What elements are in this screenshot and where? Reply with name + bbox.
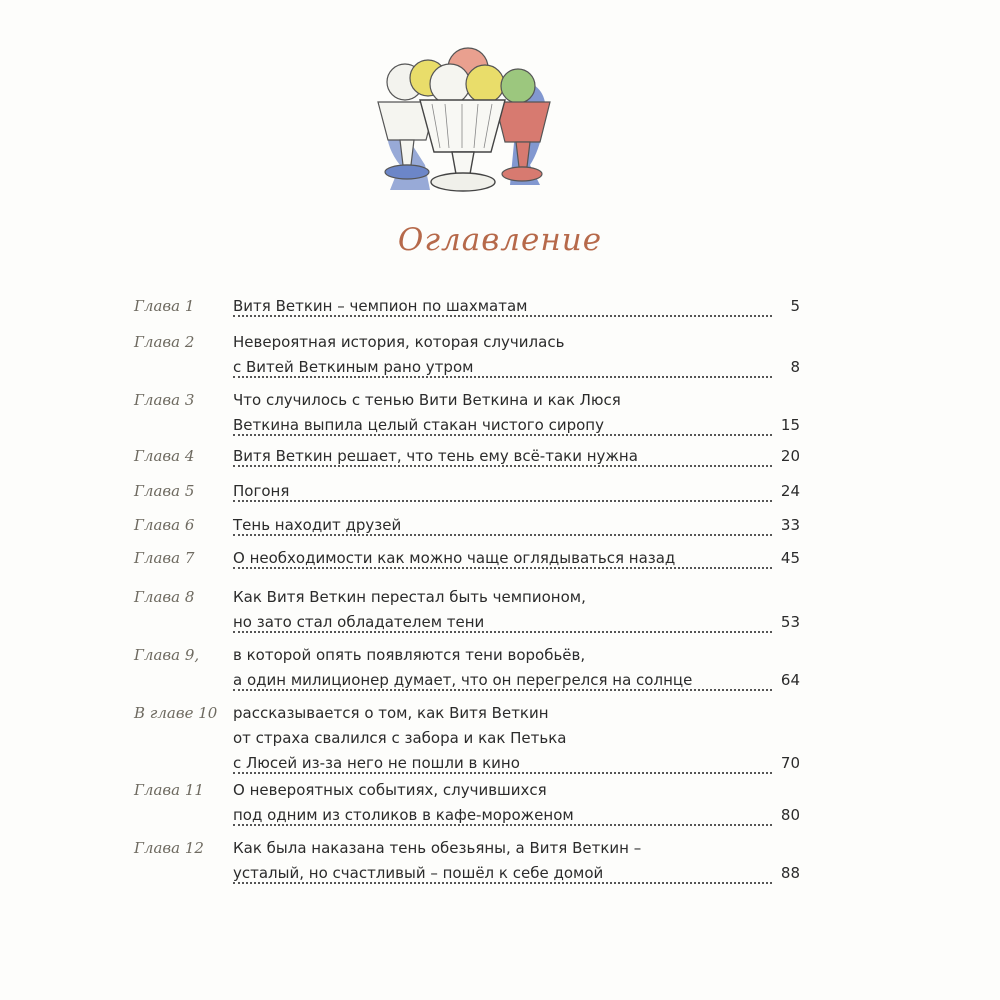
chapter-label: Глава 9, (134, 646, 200, 664)
chapter-title-line: Погоня (233, 482, 293, 500)
dot-leader (233, 567, 772, 569)
chapter-title-line: Витя Веткин решает, что тень ему всё-таки нужна (233, 447, 642, 465)
dot-leader (233, 772, 772, 774)
dot-leader (233, 689, 772, 691)
chapter-title-line: с Люсей из-за него не пошли в кино (233, 754, 524, 772)
page-number: 80 (775, 806, 800, 824)
chapter-label: В главе 10 (134, 704, 218, 722)
page-number: 45 (775, 549, 800, 567)
chapter-title-line: О невероятных событиях, случившихся (233, 781, 551, 799)
chapter-title-line: рассказывается о том, как Витя Веткин (233, 704, 553, 722)
chapter-title-line: Витя Веткин – чемпион по шахматам (233, 297, 532, 315)
chapter-title-line: Как была наказана тень обезьяны, а Витя Веткин – (233, 839, 645, 857)
chapter-label: Глава 8 (134, 588, 195, 606)
chapter-label: Глава 11 (134, 781, 204, 799)
chapter-title-line: с Витей Веткиным рано утром (233, 358, 477, 376)
dot-leader (233, 500, 772, 502)
chapter-title-line: Тень находит друзей (233, 516, 405, 534)
chapter-title-line: от страха свалился с забора и как Петька (233, 729, 571, 747)
chapter-label: Глава 7 (134, 549, 195, 567)
chapter-label: Глава 2 (134, 333, 195, 351)
chapter-label: Глава 6 (134, 516, 195, 534)
dot-leader (233, 631, 772, 633)
page-number: 8 (784, 358, 800, 376)
page-number: 88 (775, 864, 800, 882)
page-number: 20 (775, 447, 800, 465)
chapter-title-line: Невероятная история, которая случилась (233, 333, 568, 351)
chapter-title-line: под одним из столиков в кафе-мороженом (233, 806, 578, 824)
dot-leader (233, 882, 772, 884)
page-number: 33 (775, 516, 800, 534)
chapter-label: Глава 4 (134, 447, 195, 465)
chapter-title-line: О необходимости как можно чаще оглядываться назад (233, 549, 679, 567)
chapter-label: Глава 3 (134, 391, 195, 409)
page-number: 53 (775, 613, 800, 631)
chapter-label: Глава 1 (134, 297, 195, 315)
chapter-title-line: но зато стал обладателем тени (233, 613, 488, 631)
page-number: 70 (775, 754, 800, 772)
dot-leader (233, 376, 772, 378)
page-number: 5 (784, 297, 800, 315)
chapter-title-line: а один милиционер думает, что он перегрелся на солнце (233, 671, 696, 689)
chapter-title-line: Что случилось с тенью Вити Веткина и как Люся (233, 391, 625, 409)
dot-leader (233, 824, 772, 826)
chapter-title-line: Как Витя Веткин перестал быть чемпионом, (233, 588, 590, 606)
chapter-label: Глава 12 (134, 839, 204, 857)
dot-leader (233, 434, 772, 436)
page-number: 64 (775, 671, 800, 689)
page-number: 24 (775, 482, 800, 500)
chapter-title-line: в которой опять появляются тени воробьёв, (233, 646, 589, 664)
toc-title: Оглавление (397, 222, 603, 258)
dot-leader (233, 465, 772, 467)
chapter-title-line: Веткина выпила целый стакан чистого сиропу (233, 416, 608, 434)
page-number: 15 (775, 416, 800, 434)
chapter-title-line: усталый, но счастливый – пошёл к себе домой (233, 864, 607, 882)
dot-leader (233, 315, 772, 317)
dot-leader (233, 534, 772, 536)
chapter-label: Глава 5 (134, 482, 195, 500)
ice-cream-cups-illustration (370, 40, 590, 200)
